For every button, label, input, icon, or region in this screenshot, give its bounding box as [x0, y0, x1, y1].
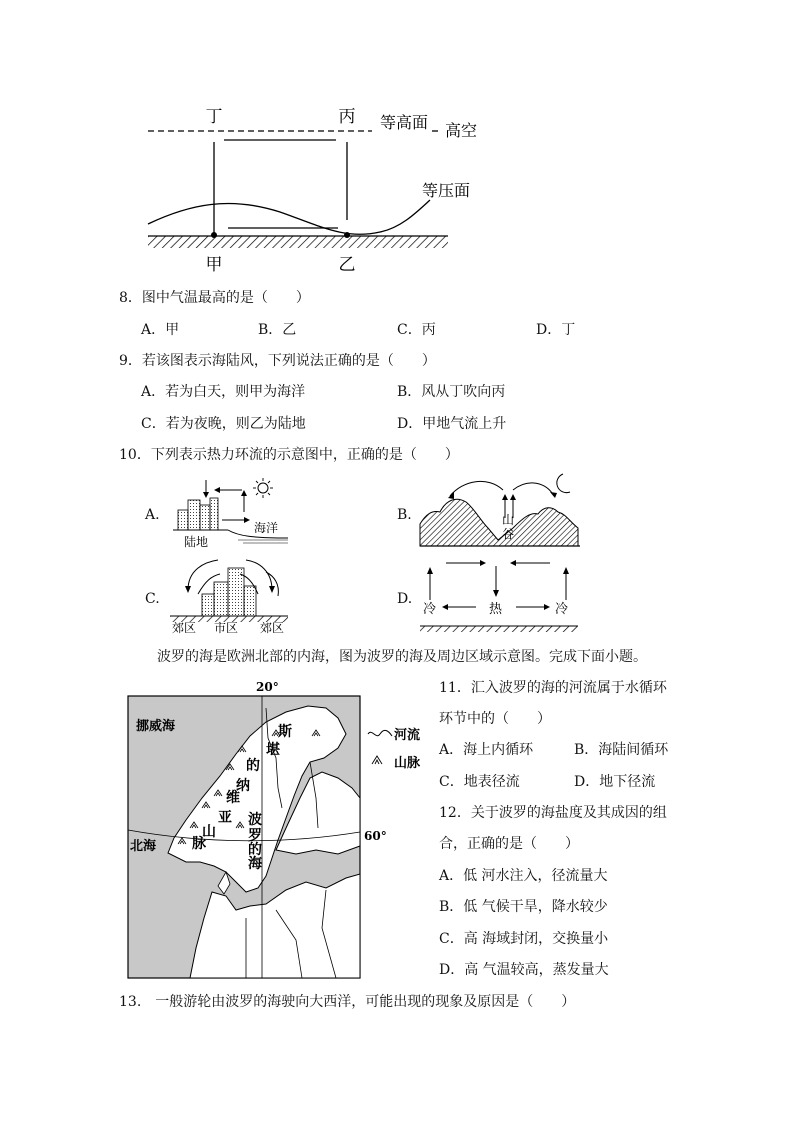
label-bing: 丙 — [338, 107, 356, 127]
svg-text:海: 海 — [248, 856, 262, 872]
svg-text:山: 山 — [202, 824, 216, 840]
d-label-cold2: 冷 — [555, 602, 569, 617]
q12-option-b[interactable]: B．低 气候干旱，降水较少 — [439, 899, 608, 915]
label-isoheight: 等高面 — [380, 113, 429, 132]
q9-option-b[interactable]: B．风从丁吹向丙 — [397, 384, 506, 400]
q12-option-d[interactable]: D．高 气温较高，蒸发量大 — [439, 962, 609, 978]
b-label-gu: 谷 — [502, 527, 515, 541]
svg-text:斯: 斯 — [278, 724, 292, 740]
svg-text:罗: 罗 — [248, 828, 262, 844]
q9-stem: 9．若该图表示海陆风，下列说法正确的是（ ） — [119, 353, 436, 369]
q9-option-d[interactable]: D．甲地气流上升 — [397, 416, 507, 432]
q11-option-b[interactable]: B．海陆间循环 — [574, 742, 669, 758]
map-legend — [366, 724, 426, 774]
legend-mountain: 山脉 — [394, 756, 421, 771]
label-jia: 甲 — [205, 255, 223, 275]
svg-text:的: 的 — [248, 842, 262, 858]
q10-diagram-c[interactable] — [168, 550, 293, 636]
c-label-suburb1: 郊区 — [172, 621, 197, 635]
q11-option-d[interactable]: D．地下径流 — [574, 774, 656, 790]
svg-text:纳: 纳 — [236, 778, 250, 794]
legend-river: 河流 — [394, 728, 421, 743]
q10-diagram-b[interactable] — [418, 468, 583, 552]
map-lon: 20° — [256, 680, 279, 694]
q10-letter-a[interactable]: A. — [145, 507, 160, 523]
mountain-legend-icon — [372, 756, 382, 764]
svg-text:波: 波 — [248, 812, 262, 828]
map-norwegian-sea: 挪威海 — [136, 719, 176, 734]
label-gaokong: 高空 — [445, 121, 478, 140]
q8-option-c[interactable]: C．丙 — [397, 322, 436, 338]
label-ding: 丁 — [205, 107, 223, 127]
q11-stem-line1: 11．汇入波罗的海的河流属于水循环 — [439, 680, 667, 696]
q10-diagram-d[interactable] — [418, 556, 583, 638]
svg-text:脉: 脉 — [192, 836, 206, 852]
q12-stem-line1: 12．关于波罗的海盐度及其成因的组 — [439, 805, 667, 821]
q11-stem-line2: 环节中的（ ） — [439, 711, 551, 727]
c-label-suburb2: 郊区 — [260, 621, 285, 635]
baltic-intro: 波罗的海是欧洲北部的内海，图为波罗的海及周边区域示意图。完成下面小题。 — [157, 649, 647, 665]
svg-text:维: 维 — [226, 790, 240, 806]
q12-stem-line2: 合，正确的是（ ） — [439, 836, 579, 852]
q8-stem: 8．图中气温最高的是（ ） — [119, 290, 310, 306]
q10-letter-d[interactable]: D. — [397, 591, 413, 607]
b-label-shan: 山 — [502, 513, 515, 527]
q10-letter-b[interactable]: B. — [397, 507, 412, 523]
c-label-city: 市区 — [214, 621, 239, 635]
q9-option-a[interactable]: A．若为白天，则甲为海洋 — [141, 384, 306, 400]
q10-diagram-a[interactable] — [168, 472, 293, 550]
svg-text:的: 的 — [246, 758, 260, 774]
river-legend-icon — [368, 730, 392, 736]
ground-hatch — [148, 236, 448, 248]
isobaric-diagram — [140, 100, 480, 280]
d-label-cold1: 冷 — [423, 602, 437, 617]
a-label-land: 陆地 — [184, 535, 209, 549]
q12-option-a[interactable]: A．低 河水注入，径流量大 — [439, 868, 608, 884]
q10-letter-c[interactable]: C. — [145, 591, 160, 607]
isobar-curve — [148, 200, 430, 234]
map-lat: 60° — [364, 829, 387, 843]
map-north-sea: 北海 — [130, 839, 157, 854]
q11-option-a[interactable]: A．海上内循环 — [439, 742, 534, 758]
svg-text:亚: 亚 — [218, 810, 232, 826]
q13-stem: 13. 一般游轮由波罗的海驶向大西洋，可能出现的现象及原因是（ ） — [119, 994, 576, 1010]
d-label-hot: 热 — [489, 602, 503, 617]
q9-option-c[interactable]: C．若为夜晚，则乙为陆地 — [141, 416, 306, 432]
map-baltic-label — [248, 811, 263, 872]
q12-option-c[interactable]: C．高 海域封闭，交换量小 — [439, 931, 609, 947]
label-isobar: 等压面 — [422, 181, 471, 200]
svg-text:堪: 堪 — [266, 742, 280, 758]
q8-option-d[interactable]: D．丁 — [536, 322, 576, 338]
q8-option-a[interactable]: A．甲 — [141, 322, 180, 338]
a-label-sea: 海洋 — [254, 521, 279, 535]
q8-option-b[interactable]: B．乙 — [258, 322, 297, 338]
q10-stem: 10．下列表示热力环流的示意图中，正确的是（ ） — [119, 447, 459, 463]
label-yi: 乙 — [338, 255, 356, 275]
q11-option-c[interactable]: C．地表径流 — [439, 774, 520, 790]
